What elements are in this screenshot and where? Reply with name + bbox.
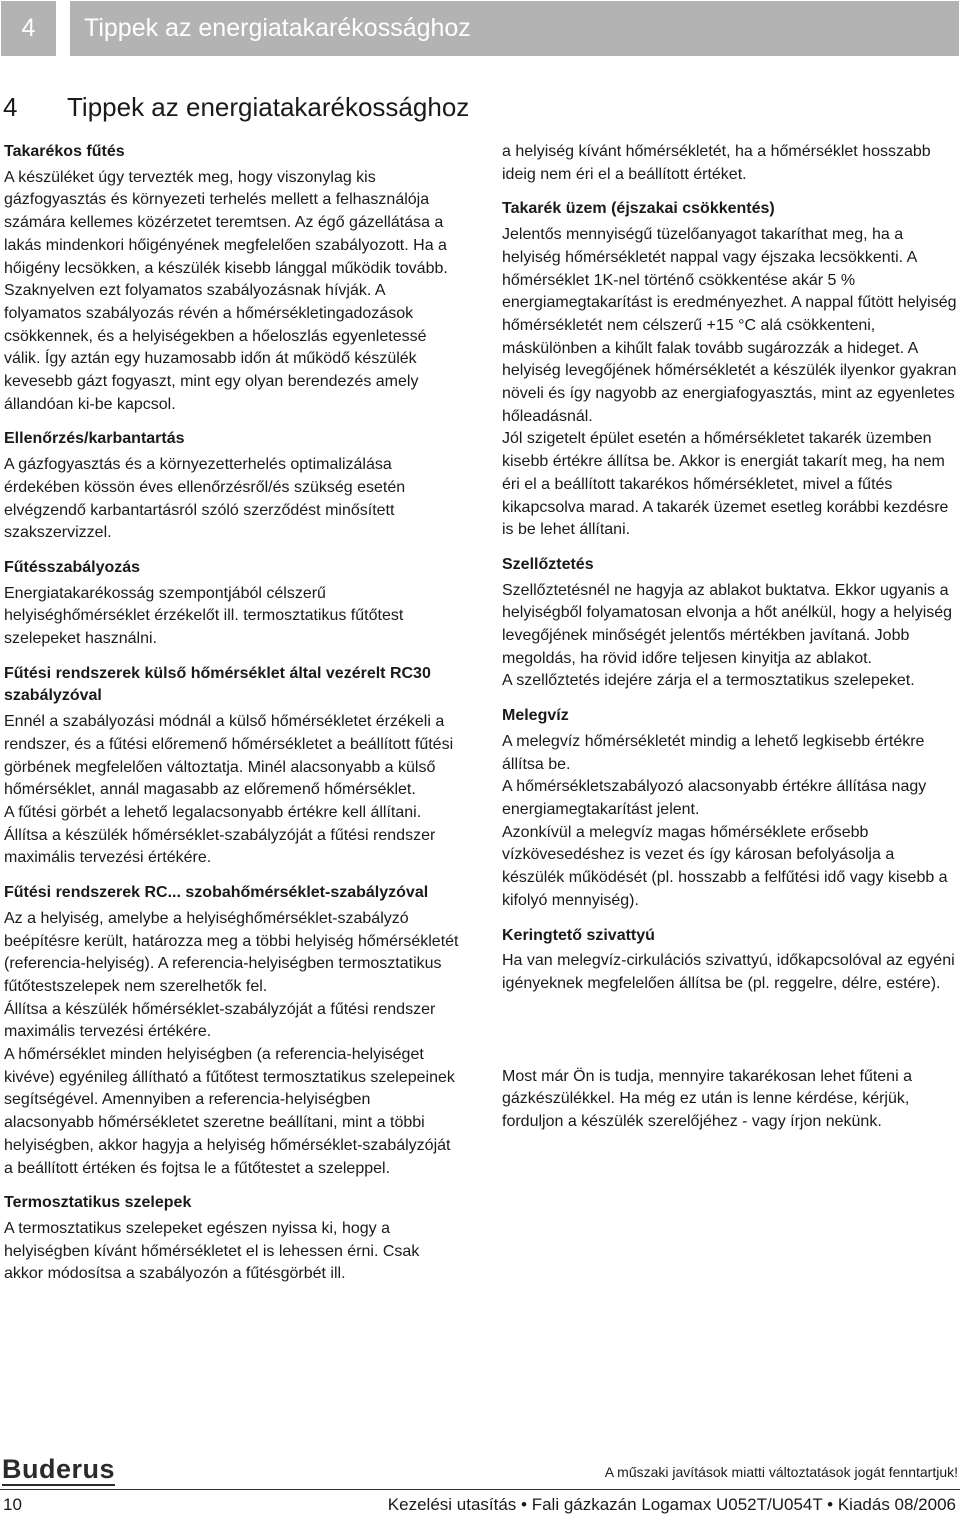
section-paragraph: A fűtési görbét a lehető legalacsonyabb értékre kell állítani. Állítsa a készülék hőmérséklet-szabályzóját a fűtési rendszer maximális tervezési értékére. (4, 803, 436, 867)
section-melegviz (502, 705, 958, 912)
section-continuation (502, 141, 958, 186)
section-termosztatikus-szelepek (4, 1192, 462, 1286)
page-heading (0, 92, 960, 126)
section-title: Fűtési rendszerek külső hőmérséklet által vezérelt RC30 szabályzóval (4, 664, 431, 705)
section-title: Keringtető szivattyú (502, 926, 655, 944)
section-paragraph: Szellőztetésnél ne hagyja az ablakot buktatva. Ekkor ugyanis a helyiségből folyamatosan elvonja a hőt anélkül, hogy a helyiség levegőjének minőségét jelentős mértékben javítaná. Jobb megoldás, ha rövid időre teljesen kinyitja az ablakot. (502, 581, 953, 667)
section-title: Szellőztetés (502, 555, 594, 573)
section-paragraph: Jelentős mennyiségű tüzelőanyagot takaríthat meg, ha a helyiség hőmérsékletét nappal vagy éjszaka lecsökkenti. A hőmérséklet 1K-nel történő csökkentése akár 5 % energiamegtakarítást is eredményezhet. A nappal fűtött helyiség hőmérsékletét nem célszerű +15 °C alá csökkenteni, máskülönben a kihűlt falak tovább sugározzák a hideget. A helyiség levegőjének hőmérsékletét a készülék ilyenkor gyakran növeli és így nagyobb az energiafogyasztás, mint az egyenletes hőleadásnál. (502, 226, 957, 425)
section-szelloztetes (502, 554, 958, 693)
section-keringteto-szivattyu (502, 925, 958, 996)
section-takarekos-futes (4, 141, 462, 416)
chapter-number-box: 4 (1, 1, 56, 56)
section-paragraph: A termosztatikus szelepeket egészen nyissa ki, hogy a helyiségben kívánt hőmérsékletet el is lehessen érni. Csak akkor módosítsa a szabályozón a fűtésgörbét ill. (4, 1219, 420, 1283)
section-paragraph: A hőmérséklet minden helyiségben (a referencia-helyiséget kivéve) egyénileg állítható a fűtőtest termosztatikus szelepeinek segítségével. Amennyiben a referencia-helyiségben alacsonyabb hőmérsékletet szeretne beállítani, mint a többi helyiségben, akkor hagyja a helyiség hőmérséklet-szabályzóját a beállított értéken és fojtsa le a fűtőtestet a szeleppel. (4, 1046, 455, 1177)
section-paragraph: Az a helyiség, amelybe a helyiséghőmérséklet-szabályzó beépítésre került, határozza meg a többi helyiség hőmérsékletét (referencia-helyiség). A referencia-helyiségben termosztatikus fűtőtestszelepek nem szerelhetők fel. (4, 909, 459, 995)
section-takarek-uzem (502, 198, 958, 542)
section-paragraph: Ha van melegvíz-cirkulációs szivattyú, időkapcsolóval az egyéni igényeknek megfelelően állítsa be (pl. reggelre, délre, estére). (502, 952, 955, 992)
section-paragraph: Ennél a szabályozási módnál a külső hőmérsékletet érzékeli a rendszer, és a fűtési előremenő hőmérsékletet a beállított fűtési görbének megfelelően változtatja. Minél alacsonyabb a külső hőmérséklet, annál magasabb az előremenő hőmérséklet. (4, 713, 454, 799)
heading-number: 4 (3, 92, 18, 122)
closing-paragraph: Most már Ön is tudja, mennyire takarékosan lehet fűteni a gázkészülékkel. Ha még ez után is lenne kérdése, kérjük, forduljon a készülék szerelőjéhez - vagy írjon nekünk. (502, 1067, 912, 1131)
rights-notice: A műszaki javítások miatti változtatások jogát fenntartjuk! (604, 1464, 958, 1480)
section-paragraph: Állítsa a készülék hőmérséklet-szabályzóját a fűtési rendszer maximális tervezési értékére. (4, 1000, 436, 1041)
section-paragraph: A melegvíz hőmérsékletét mindig a lehető legkisebb értékre állítsa be. (502, 732, 925, 773)
section-ellenorzes-karbantartas (4, 428, 462, 545)
section-paragraph: A készüléket úgy tervezték meg, hogy viszonylag kis gázfogyasztás és környezeti terhelés mellett a felhasználója számára kellemes közérzetet teremtsen. Az égő gázellátása a lakás mindenkori hőigényének megfelelően szabályozott. Ha a hőigény lecsökken, a készülék kisebb lánggal működik tovább. Szaknyelven ezt folyamatos szabályozásnak hívják. A folyamatos szabályozás révén a hőmérsékletingadozások csökkennek, és a helyiségekben a hőeloszlás egyenletessé válik. Így aztán egy huzamosabb időn át működő készülék kevesebb gázt fogyaszt, mint egy olyan berendezés amely állandóan ki-be kapcsol. (4, 168, 448, 413)
logo-text: Buderus (2, 1454, 116, 1484)
section-title: Termosztatikus szelepek (4, 1194, 192, 1212)
right-column (502, 141, 958, 1134)
section-title: Fűtésszabályozás (4, 558, 141, 576)
section-title: Fűtési rendszerek RC... szobahőmérséklet-szabályzóval (4, 884, 429, 902)
section-rc-szobahomerseklet (4, 882, 462, 1180)
section-paragraph: Azonkívül a melegvíz magas hőmérséklete erősebb vízkövesedéshez is vezet és így károsan befolyásolja a készülék működését (pl. hosszabb a felfűtési idő vagy kisebb a kifolyó mennyiség). (502, 823, 948, 909)
section-futesszabalyozas (4, 557, 462, 651)
section-paragraph: A szellőztetés idejére zárja el a termosztatikus szelepeket. (502, 672, 915, 690)
section-rc30 (4, 663, 462, 870)
section-paragraph: A hőmérsékletszabályozó alacsonyabb értékre állítása nagy energiamegtakarítást jelent. (502, 778, 927, 818)
section-paragraph: Jól szigetelt épület esetén a hőmérsékletet takarék üzemben kisebb értékre állítsa be. Akkor is energiát takarít meg, ha nem éri el a beállított takarékos hőmérsékletet, mivel a fűtés kikapcsolva marad. A takarék üzemet esetleg korábbi kezdésre is be lehet állítani. (502, 430, 949, 539)
chapter-header-bar (70, 1, 959, 56)
section-title: Ellenőrzés/karbantartás (4, 430, 185, 448)
heading-title: Tippek az energiatakarékossághoz (67, 92, 470, 122)
page-number: 10 (3, 1495, 22, 1514)
section-paragraph: a helyiség kívánt hőmérsékletét, ha a hőmérséklet hosszabb ideig nem éri el a beállított értéket. (502, 143, 931, 183)
section-title: Melegvíz (502, 707, 569, 725)
section-paragraph: Energiatakarékosság szempontjából célszerű helyiséghőmérséklet érzékelőt ill. termosztatikus fűtőtest szelepeket használni. (4, 584, 404, 648)
section-title: Takarékos fűtés (4, 143, 125, 160)
left-column (4, 141, 462, 1298)
section-title: Takarék üzem (éjszakai csökkentés) (502, 200, 775, 218)
buderus-logo (2, 1454, 115, 1485)
document-info: Kezelési utasítás • Fali gázkazán Logamax U052T/U054T • Kiadás 08/2006 (387, 1495, 956, 1514)
chapter-header-title: Tippek az energiatakarékossághoz (84, 14, 471, 42)
footer-divider (0, 1489, 960, 1490)
section-paragraph: A gázfogyasztás és a környezetterhelés optimalizálása érdekében kössön éves ellenőrzésről/és szükség esetén elvégzendő karbantartásról szóló szerződést minősített szakszervizzel. (4, 456, 406, 542)
